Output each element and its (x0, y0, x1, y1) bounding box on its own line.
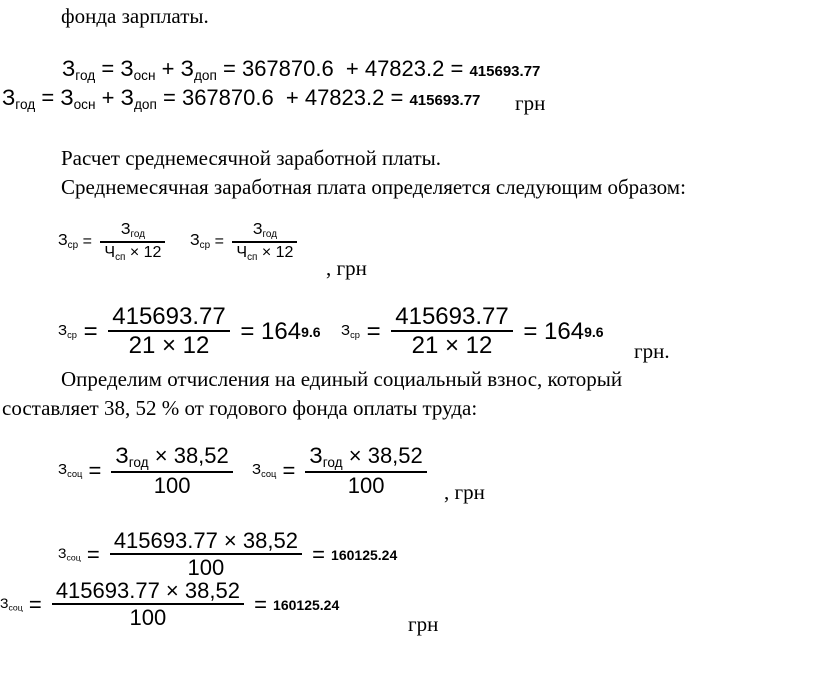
sv-formula-a: $З_{соц}$ = $\frac{З_{год} \times 38,52}{100}$ (58, 445, 237, 497)
sv-formula-b: $З_{соц}$ = $\frac{З_{год} \times 38,52}{100}$ (252, 445, 431, 497)
sv-value-b: $З_{соц}$ = $\frac{415693.77 \times 38,52}{100}$ = 160125.24 (0, 578, 340, 630)
avg-salary-value-b: $З_{ср}$ = $\frac{415693.77}{21 \times 12}$ = 1649.6 (341, 303, 604, 359)
annual-fund-formula-a: $З_{год} = З_{осн} + З_{доп} = 367870.6 + 47823.2 = 415693.77$ (62, 56, 541, 84)
unit-label-comma-2: , грн (444, 480, 485, 504)
paragraph-fund-text: фонда зарплаты. (61, 4, 209, 28)
unit-label-final: грн (408, 612, 439, 636)
avg-salary-formula-b: $З_{ср}$ = $\frac{З_{год}}{Ч_{сп} \times 12}$ (190, 222, 301, 263)
avg-salary-formula-a: $З_{ср}$ = $\frac{З_{год}}{Ч_{сп} \times 12}$ (58, 222, 169, 263)
unit-label: грн (515, 91, 546, 115)
unit-label-dot: грн. (634, 339, 670, 363)
avg-salary-value-a: $З_{ср}$ = $\frac{415693.77}{21 \times 12}$ = 1649.6 (58, 303, 321, 359)
sv-value-a: $З_{соц}$ = $\frac{415693.77 \times 38,52}{100}$ = 160125.24 (58, 528, 398, 580)
avg-heading: Расчет среднемесячной заработной платы. (61, 146, 441, 170)
annual-fund-formula-b: $З_{год} = З_{осн} + З_{доп} = 367870.6 + 47823.2 = 415693.77$ (2, 85, 481, 113)
sv-paragraph-line2: составляет 38, 52 % от годового фонда оплаты труда: (2, 396, 478, 420)
unit-label-comma: , грн (326, 256, 367, 280)
sv-paragraph-line1: Определим отчисления на единый социальный взнос, который (61, 367, 623, 391)
avg-definition: Среднемесячная заработная плата определяется следующим образом: (61, 175, 686, 199)
